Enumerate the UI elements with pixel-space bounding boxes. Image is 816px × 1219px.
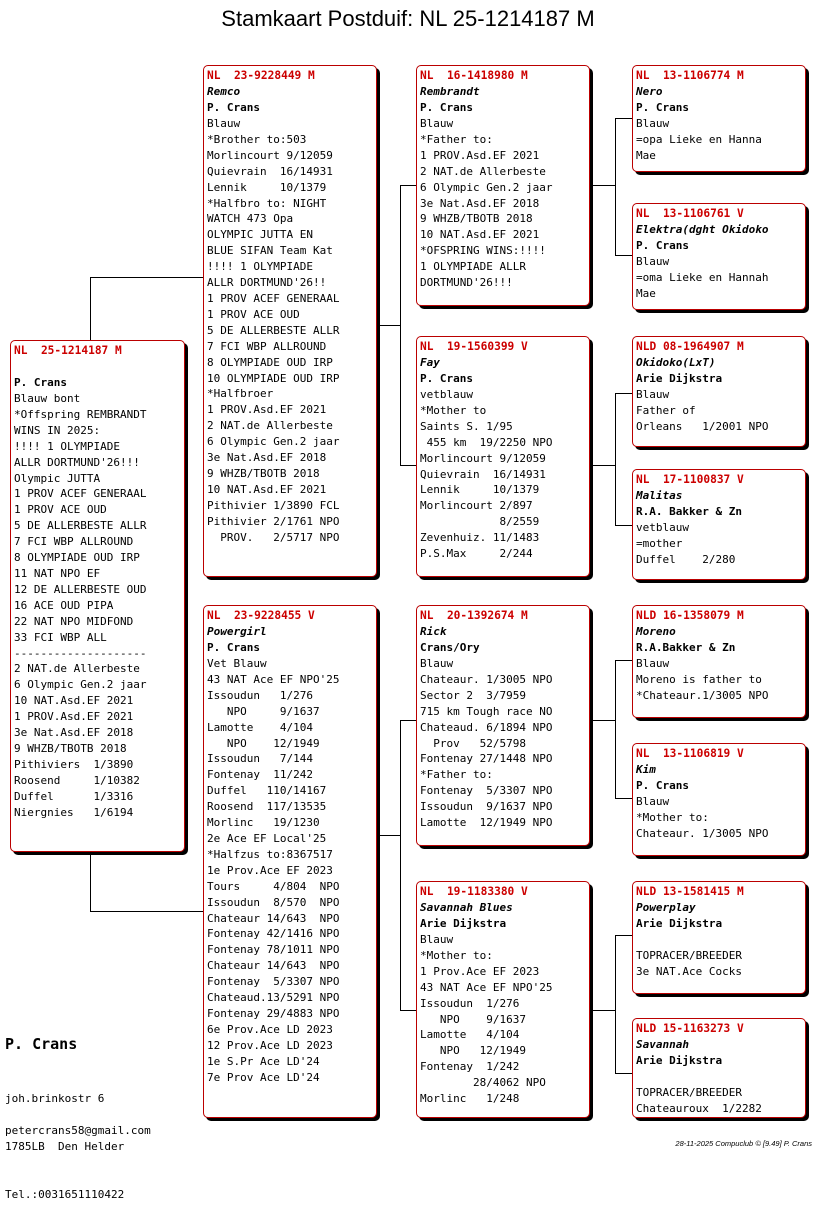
info-line: Father of: [636, 403, 696, 417]
info-line: Blauw: [636, 388, 670, 401]
info-line: 1e S.Pr Ace LD'24: [207, 1054, 320, 1068]
info-line: 43 NAT Ace EF NPO'25: [420, 980, 553, 994]
info-line: Blauw bont: [14, 392, 81, 405]
ring-number: NL 13-1106774 M: [636, 69, 744, 82]
info-line: Pithivier 1/3890 FCL: [207, 498, 340, 512]
info-line: *Mother to:: [636, 810, 709, 824]
info-line: 8 OLYMPIADE OUD IRP: [14, 551, 140, 565]
info-line: Issoudun 8/570 NPO: [207, 895, 340, 909]
breeder-name: P. Crans: [636, 101, 689, 114]
pedigree-card-sire-sire[interactable]: [416, 65, 590, 306]
connector: [615, 798, 633, 799]
info-line: Chateaud. 6/1894 NPO: [420, 720, 553, 734]
breeder-name: Crans/Ory: [420, 641, 480, 654]
connector: [615, 935, 633, 936]
info-line: 8 OLYMPIADE OUD IRP: [207, 355, 333, 369]
info-line: Niergnies 1/6194: [14, 805, 134, 819]
info-line: 3e Nat.Asd.EF 2018: [14, 726, 134, 740]
info-line: Roosend 117/13535: [207, 800, 327, 814]
info-line: *Father to:: [420, 768, 493, 782]
connector: [400, 185, 417, 186]
pigeon-name: Remco: [207, 85, 241, 98]
info-line: ALLR DORTMUND'26!!!: [14, 455, 140, 469]
connector: [615, 255, 633, 256]
info-line: Pithivier 2/1761 NPO: [207, 514, 340, 528]
breeder-name: P. Crans: [207, 641, 260, 654]
pedigree-card-sire[interactable]: [203, 65, 377, 577]
ring-number: NL 13-1106761 V: [636, 207, 744, 220]
info-line: Morlinc 19/1230: [207, 816, 320, 830]
info-line: *Brother to:503: [207, 132, 307, 146]
info-line: 8/2559: [420, 515, 540, 529]
connector: [615, 660, 616, 798]
info-line: Mae: [636, 286, 656, 300]
connector: [400, 720, 417, 721]
info-line: Quievrain 16/14931: [420, 467, 546, 481]
owner-name: P. Crans: [5, 1035, 78, 1053]
breeder-name: Arie Dijkstra: [636, 917, 723, 930]
breeder-name: Arie Dijkstra: [636, 1054, 723, 1067]
pigeon-name: [14, 359, 181, 375]
info-line: Issoudun 1/276: [207, 688, 313, 702]
pedigree-card-sdd[interactable]: [632, 469, 806, 580]
pigeon-name: Elektra(dght Okidoko: [636, 223, 769, 236]
breeder-name: P. Crans: [636, 239, 689, 252]
info-line: Sector 2 3/7959: [420, 688, 526, 702]
info-line: Fontenay 5/3307 NPO: [207, 975, 340, 989]
page-title: Stamkaart Postduif: NL 25-1214187 M: [221, 6, 595, 31]
pedigree-card-dam-dam[interactable]: [416, 881, 590, 1118]
print-stamp: 28-11-2025 Compuclub © [9.49] P. Crans: [675, 1139, 812, 1148]
pedigree-card-dss[interactable]: [632, 605, 806, 718]
info-line: Vet Blauw: [207, 657, 267, 670]
info-line: Mae: [636, 148, 656, 162]
pedigree-card-sds[interactable]: [632, 336, 806, 447]
connector: [615, 1073, 633, 1074]
info-line: 1 PROV ACE OUD: [14, 503, 107, 517]
info-line: 11 NAT NPO EF: [14, 566, 101, 580]
pigeon-name: Malitas: [636, 489, 683, 502]
info-line: Blauw: [636, 657, 670, 670]
info-line: 1 PROV.Asd.EF 2021: [14, 710, 134, 724]
info-line: 5 DE ALLERBESTE ALLR: [14, 519, 147, 533]
connector: [615, 118, 633, 119]
breeder-name: P. Crans: [420, 372, 473, 385]
info-line: vetblauw: [636, 521, 689, 534]
info-line: 12 Prov.Ace LD 2023: [207, 1038, 333, 1052]
breeder-name: Arie Dijkstra: [636, 372, 723, 385]
info-line: 1 PROV ACEF GENERAAL: [207, 291, 340, 305]
pedigree-card-dsd[interactable]: [632, 743, 806, 856]
info-line: Zevenhuiz. 11/1483: [420, 531, 540, 545]
info-line: 455 km 19/2250 NPO: [420, 435, 553, 449]
connector: [615, 393, 633, 394]
info-line: vetblauw: [420, 388, 473, 401]
ring-number: NLD 13-1581415 M: [636, 885, 744, 898]
info-line: [636, 1069, 802, 1085]
info-line: Fontenay 42/1416 NPO: [207, 927, 340, 941]
info-line: Chateauroux 1/2282: [636, 1101, 762, 1115]
breeder-name: R.A.Bakker & Zn: [636, 641, 736, 654]
connector: [400, 1010, 417, 1011]
info-line: 33 FCI WBP ALL: [14, 630, 107, 644]
info-line: Lamotte 12/1949 NPO: [420, 816, 553, 830]
info-line: 1 PROV.Asd.EF 2021: [207, 403, 327, 417]
address-line: Tel.:0031651110422: [5, 1188, 125, 1201]
info-line: 10 NAT.Asd.EF 2021: [14, 694, 134, 708]
info-line: 1 OLYMPIADE ALLR: [420, 260, 526, 274]
info-line: 6 Olympic Gen.2 jaar: [14, 678, 147, 692]
owner-address: [5, 1059, 124, 1219]
info-line: Olympic JUTTA: [14, 471, 101, 485]
pedigree-card-dam-sire[interactable]: [416, 605, 590, 846]
ring-number: NL 17-1100837 V: [636, 473, 744, 486]
connector: [90, 277, 204, 278]
info-line: PROV. 2/5717 NPO: [207, 530, 340, 544]
connector: [90, 277, 91, 340]
info-line: =mother: [636, 536, 683, 550]
info-line: !!!! 1 OLYMPIADE: [14, 439, 120, 453]
ring-number: NL 19-1560399 V: [420, 340, 528, 353]
connector: [615, 935, 616, 1073]
pedigree-card-ddd[interactable]: [632, 1018, 806, 1118]
connector: [376, 325, 400, 326]
info-line: WINS IN 2025:: [14, 423, 101, 437]
connector: [589, 185, 615, 186]
address-line: joh.brinkostr 6: [5, 1092, 105, 1105]
info-line: Blauw: [420, 657, 454, 670]
info-line: 7e Prov Ace LD'24: [207, 1070, 320, 1084]
info-line: NPO 9/1637: [420, 1012, 526, 1026]
info-line: Fontenay 78/1011 NPO: [207, 943, 340, 957]
info-line: Chateaur. 1/3005 NPO: [636, 826, 769, 840]
info-line: Lennik 10/1379: [420, 483, 540, 497]
info-line: Lamotte 4/104: [207, 720, 313, 734]
info-line: Prov 52/5798: [420, 736, 526, 750]
info-line: 10 NAT.Asd.EF 2021: [420, 228, 540, 242]
info-line: P.S.Max 2/244: [420, 547, 533, 561]
info-line: DORTMUND'26!!!: [420, 276, 513, 290]
connector: [615, 660, 633, 661]
info-line: 22 NAT NPO MIDFOND: [14, 614, 134, 628]
info-line: 12 DE ALLERBESTE OUD: [14, 582, 147, 596]
connector: [615, 525, 633, 526]
info-line: *Father to:: [420, 132, 493, 146]
connector: [90, 852, 91, 912]
pedigree-card-dam[interactable]: [203, 605, 377, 1118]
connector: [376, 835, 400, 836]
info-line: TOPRACER/BREEDER: [636, 948, 742, 962]
info-line: OLYMPIC JUTTA EN: [207, 228, 313, 242]
connector: [400, 185, 401, 465]
info-line: Fontenay 1/242: [420, 1060, 520, 1074]
connector: [589, 465, 615, 466]
info-line: Moreno is father to: [636, 672, 762, 686]
info-line: 1 PROV.Asd.EF 2021: [420, 148, 540, 162]
info-line: [636, 932, 802, 948]
info-line: Lennik 10/1379: [207, 180, 327, 194]
info-line: 3e NAT.Ace Cocks: [636, 964, 742, 978]
breeder-name: P. Crans: [420, 101, 473, 114]
info-line: 7 FCI WBP ALLROUND: [207, 339, 327, 353]
info-line: Saints S. 1/95: [420, 419, 513, 433]
pedigree-card-sire-dam[interactable]: [416, 336, 590, 577]
info-line: *Chateaur.1/3005 NPO: [636, 688, 769, 702]
ring-number: NL 19-1183380 V: [420, 885, 528, 898]
info-line: Issoudun 9/1637 NPO: [420, 800, 553, 814]
info-line: Orleans 1/2001 NPO: [636, 419, 769, 433]
info-line: 28/4062 NPO: [420, 1076, 546, 1090]
info-line: 1 PROV ACEF GENERAAL: [14, 487, 147, 501]
pigeon-name: Savannah Blues: [420, 901, 513, 914]
ring-number: NL 25-1214187 M: [14, 344, 122, 357]
ring-number: NL 16-1418980 M: [420, 69, 528, 82]
breeder-name: P. Crans: [14, 376, 67, 389]
info-line: 9 WHZB/TBOTB 2018: [207, 466, 320, 480]
address-line: 1785LB Den Helder: [5, 1140, 125, 1153]
ring-number: NLD 16-1358079 M: [636, 609, 744, 622]
pigeon-name: Savannah: [636, 1038, 689, 1051]
info-line: 6 Olympic Gen.2 jaar: [207, 435, 340, 449]
info-line: Fontenay 5/3307 NPO: [420, 784, 553, 798]
info-line: Issoudun 7/144: [207, 752, 313, 766]
info-line: 43 NAT Ace EF NPO'25: [207, 672, 340, 686]
connector: [589, 1010, 615, 1011]
connector: [615, 118, 616, 255]
info-line: *Offspring REMBRANDT: [14, 407, 147, 421]
info-line: =oma Lieke en Hannah: [636, 270, 769, 284]
info-line: Blauw: [420, 117, 454, 130]
info-line: *Halfbroer: [207, 387, 274, 401]
info-line: Tours 4/804 NPO: [207, 879, 340, 893]
info-line: 2 NAT.de Allerbeste: [14, 662, 140, 676]
info-line: 10 OLYMPIADE OUD IRP: [207, 371, 340, 385]
info-line: Chateaur 14/643 NPO: [207, 959, 340, 973]
info-line: NPO 12/1949: [420, 1044, 526, 1058]
info-line: BLUE SIFAN Team Kat: [207, 244, 333, 258]
info-line: 16 ACE OUD PIPA: [14, 598, 114, 612]
info-line: Lamotte 4/104: [420, 1028, 520, 1042]
pedigree-card-subject[interactable]: [10, 340, 185, 852]
connector: [400, 720, 401, 1010]
info-line: Fontenay 11/242: [207, 768, 313, 782]
pigeon-name: Kim: [636, 763, 656, 776]
info-line: *Halfzus to:8367517: [207, 847, 333, 861]
breeder-name: P. Crans: [207, 101, 260, 114]
breeder-name: Arie Dijkstra: [420, 917, 507, 930]
owner-email[interactable]: petercrans58@gmail.com: [5, 1124, 151, 1137]
info-line: 2 NAT.de Allerbeste: [207, 419, 333, 433]
info-line: Fontenay 29/4883 NPO: [207, 1006, 340, 1020]
info-line: NPO 9/1637: [207, 704, 320, 718]
info-line: Chateaur. 1/3005 NPO: [420, 672, 553, 686]
info-line: Duffel 1/3316: [14, 789, 134, 803]
info-line: Issoudun 1/276: [420, 996, 520, 1010]
breeder-name: P. Crans: [636, 779, 689, 792]
info-line: Blauw: [636, 795, 670, 808]
info-line: Pithiviers 1/3890: [14, 757, 134, 771]
pigeon-name: Moreno: [636, 625, 676, 638]
info-line: Fontenay 27/1448 NPO: [420, 752, 553, 766]
pigeon-name: Powerplay: [636, 901, 696, 914]
info-line: TOPRACER/BREEDER: [636, 1085, 742, 1099]
info-line: 10 NAT.Asd.EF 2021: [207, 482, 327, 496]
ring-number: NLD 15-1163273 V: [636, 1022, 744, 1035]
info-line: Blauw: [420, 933, 454, 946]
pigeon-name: Fay: [420, 356, 440, 369]
ring-number: NL 23-9228449 M: [207, 69, 315, 82]
info-line: 715 km Tough race NO: [420, 704, 553, 718]
info-line: 9 WHZB/TBOTB 2018: [420, 212, 533, 226]
pigeon-name: Nero: [636, 85, 663, 98]
info-line: Morlincourt 9/12059: [420, 451, 546, 465]
info-line: 1 Prov.Ace EF 2023: [420, 964, 540, 978]
info-line: NPO 12/1949: [207, 736, 320, 750]
info-line: 2e Ace EF Local'25: [207, 831, 327, 845]
connector: [589, 720, 615, 721]
info-line: Chateaur 14/643 NPO: [207, 911, 340, 925]
info-line: =opa Lieke en Hanna: [636, 132, 762, 146]
pigeon-name: Okidoko(LxT): [636, 356, 716, 369]
info-line: 2 NAT.de Allerbeste: [420, 164, 546, 178]
info-line: *OFSPRING WINS:!!!!: [420, 244, 546, 258]
info-line: Blauw: [636, 255, 670, 268]
pigeon-name: Rick: [420, 625, 447, 638]
connector: [400, 465, 417, 466]
info-line: ALLR DORTMUND'26!!: [207, 276, 327, 290]
info-line: Duffel 110/14167: [207, 784, 327, 798]
info-line: 5 DE ALLERBESTE ALLR: [207, 323, 340, 337]
info-line: Blauw: [636, 117, 670, 130]
info-line: Duffel 2/280: [636, 552, 736, 566]
info-line: Quievrain 16/14931: [207, 164, 333, 178]
info-line: Morlincourt 2/897: [420, 499, 533, 513]
info-line: *Mother to: [420, 403, 487, 417]
info-line: WATCH 473 Opa: [207, 212, 294, 226]
connector: [615, 393, 616, 525]
info-line: Morlinc 1/248: [420, 1092, 520, 1106]
breeder-name: R.A. Bakker & Zn: [636, 505, 742, 518]
ring-number: NLD 08-1964907 M: [636, 340, 744, 353]
info-line: 3e Nat.Asd.EF 2018: [420, 196, 540, 210]
ring-number: NL 13-1106819 V: [636, 747, 744, 760]
info-line: Roosend 1/10382: [14, 773, 140, 787]
info-line: 6e Prov.Ace LD 2023: [207, 1022, 333, 1036]
ring-number: NL 20-1392674 M: [420, 609, 528, 622]
ring-number: NL 23-9228455 V: [207, 609, 315, 622]
pedigree-card-dds[interactable]: [632, 881, 806, 994]
pedigree-card-sss[interactable]: [632, 65, 806, 172]
info-line: *Mother to:: [420, 948, 493, 962]
info-line: 1 PROV ACE OUD: [207, 307, 300, 321]
connector: [90, 911, 204, 912]
info-line: 3e Nat.Asd.EF 2018: [207, 451, 327, 465]
info-line: !!!! 1 OLYMPIADE: [207, 260, 313, 274]
info-line: 6 Olympic Gen.2 jaar: [420, 180, 553, 194]
info-line: *Halfbro to: NIGHT: [207, 196, 327, 210]
info-line: Chateaud.13/5291 NPO: [207, 991, 340, 1005]
info-line: 1e Prov.Ace EF 2023: [207, 863, 333, 877]
info-line: --------------------: [14, 646, 147, 660]
info-line: Blauw: [207, 117, 241, 130]
info-line: 9 WHZB/TBOTB 2018: [14, 741, 127, 755]
info-line: Morlincourt 9/12059: [207, 148, 333, 162]
info-line: 7 FCI WBP ALLROUND: [14, 535, 134, 549]
pedigree-card-ssd[interactable]: [632, 203, 806, 310]
pigeon-name: Rembrandt: [420, 85, 480, 98]
pigeon-name: Powergirl: [207, 625, 267, 638]
